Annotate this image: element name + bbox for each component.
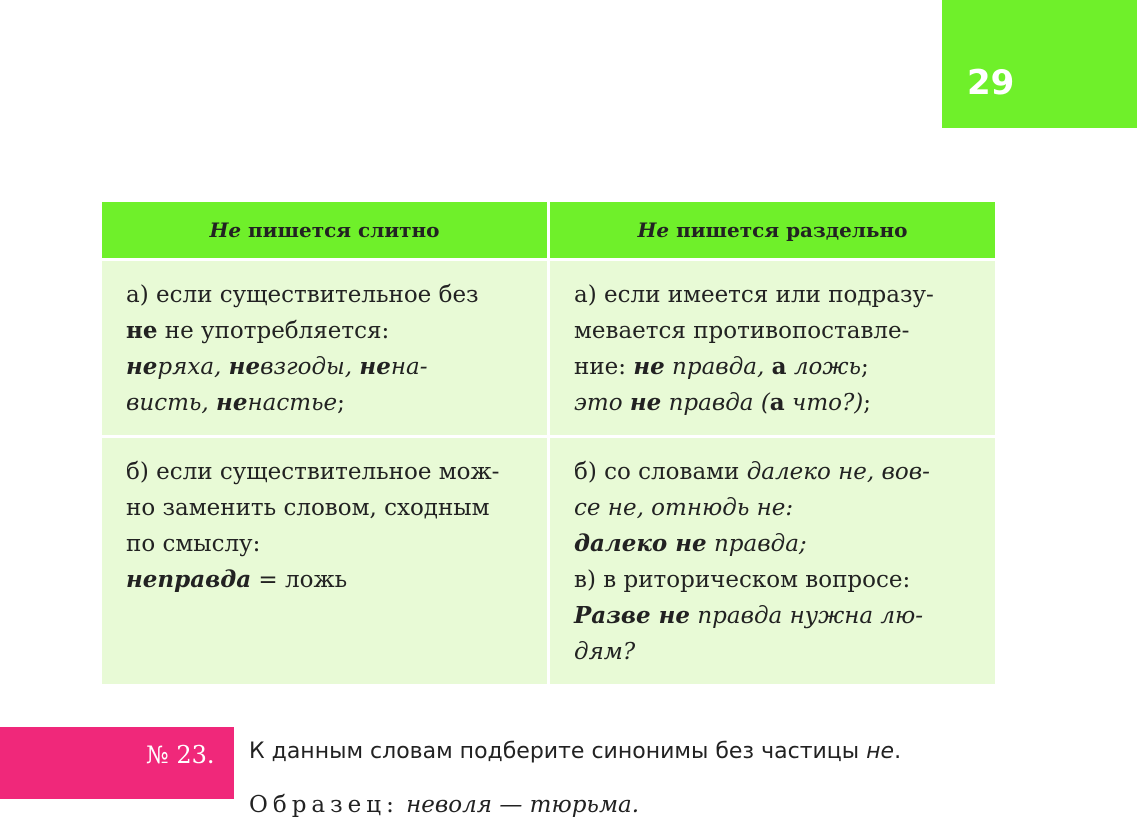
cell-separate-a: а) если имеется или подразу- мевается противопоставле- ние: не правда, а ложь; это не правда (а что?); (549, 260, 997, 437)
exercise-sample: Образец: неволя — тюрьма. (249, 792, 640, 818)
cell-separate-b: б) со словами далеко не, вов- се не, отнюдь не: далеко не правда; в) в риторическом вопросе: Разве не правда нужна лю- дям? (549, 437, 997, 686)
exercise-task: К данным словам подберите синонимы без частицы не. (249, 739, 902, 764)
rules-table (99, 199, 998, 687)
table-header-row (101, 201, 997, 260)
cell-together-a: а) если существительное без не не употребляется: неряха, невзгоды, нена- висть, ненастье; (101, 260, 549, 437)
header-separate: Не пишется раздельно (549, 201, 997, 260)
header-together: Не пишется слитно (101, 201, 549, 260)
table-row (101, 260, 997, 437)
cell-together-b: б) если существительное мож- но заменить словом, сходным по смыслу: неправда = ложь (101, 437, 549, 686)
page-number: 29 (942, 0, 1137, 128)
exercise-number-badge: № 23. (0, 727, 234, 799)
table-row (101, 437, 997, 686)
